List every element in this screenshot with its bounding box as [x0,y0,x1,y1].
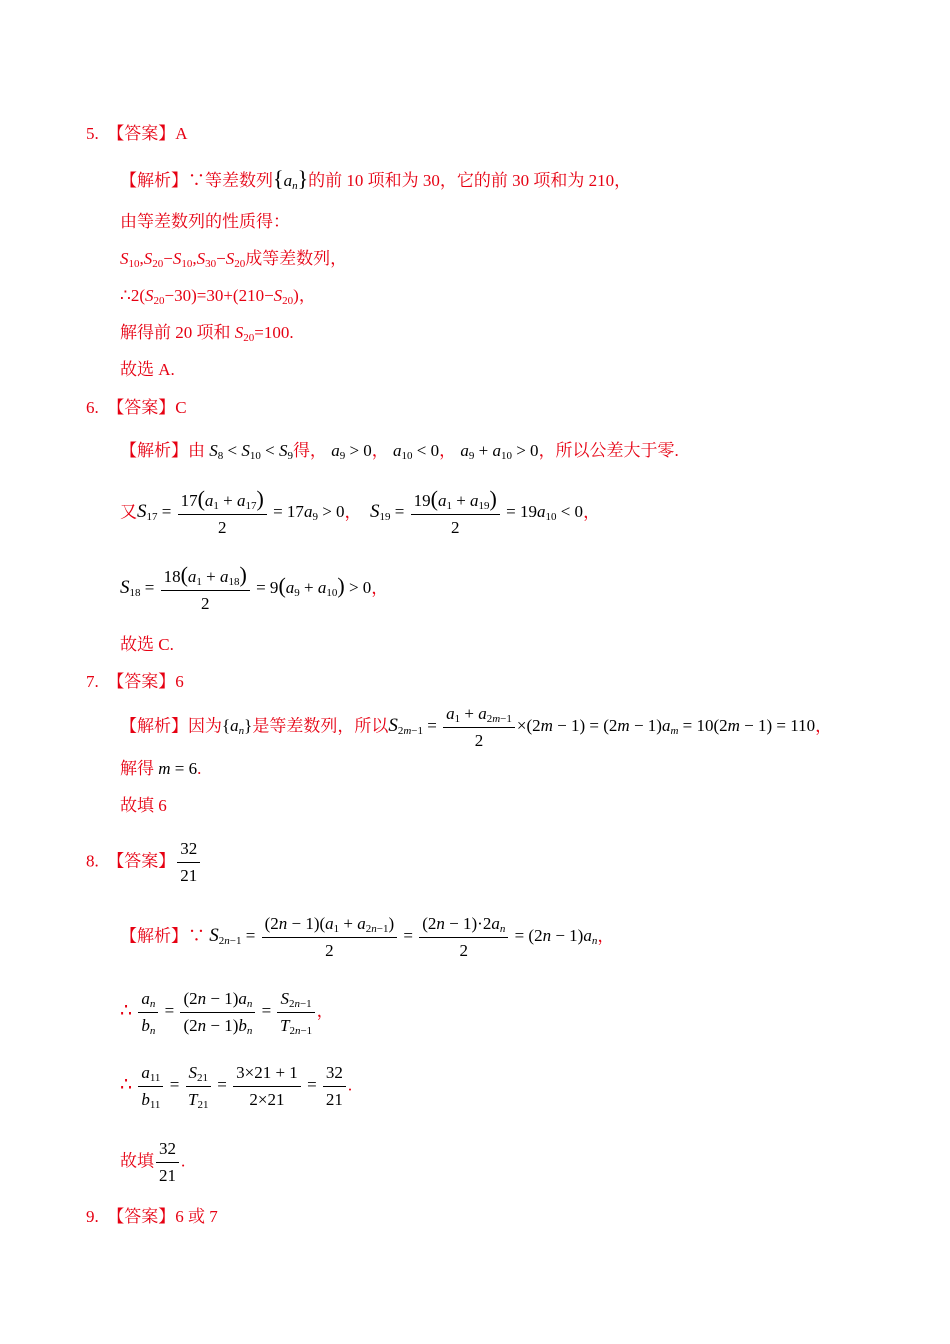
q5-analysis-line-1 [120,168,631,192]
q5-text-1a: 等差数列 [205,171,273,190]
q7-analysis-label: 【解析】 [120,716,188,736]
q5-equation: $\therefore 2(S_{20}-30)=30+(210-S_{20})$ [120,286,299,307]
q6-sum-positive: $a_9 + a_{10} > 0$ [460,441,539,462]
q6-text-2a: 又 [120,502,137,522]
q6-analysis-line-2 [120,488,600,539]
q7-answer: 【答案】6 [107,672,184,691]
q5-conclusion: 故选 A. [120,360,175,379]
q8-analysis-line-2 [120,988,334,1037]
q6-text-3: ， [371,578,389,598]
q5-sums-formula: $S_{10},S_{20}-S_{10},S_{30}-S_{20}$ [120,249,246,270]
q5-analysis-line-4 [120,285,316,307]
q6-text-2b: ， [344,502,362,522]
q8-conclusion [120,1138,185,1187]
q6-a9-positive: $a_9 > 0$ [331,441,372,462]
q6-text-1e: ，所以公差大于零. [538,441,679,460]
q7-conclusion: 故填 6 [120,796,167,815]
q5-because-symbol: ∵ [188,171,205,190]
q6-s17-formula: $S_{17}$ = $\frac{17(a_1 + a_{17})}{2}$ = $17a_9 > 0$ [137,486,345,537]
q5-analysis-label: 【解析】 [120,171,188,190]
q5-text-5b: =100. [254,323,294,342]
q6-a10-negative: $a_{10} < 0$ [393,441,440,462]
q8-conclusion-text: 故填 [120,1151,154,1171]
q6-analysis-label: 【解析】 [120,441,188,460]
q6-s19-formula: $S_{19}$ = $\frac{19(a_1 + a_{19})}{2}$ = $19a_{10} < 0$ [370,486,584,537]
q6-s18-formula: $S_{18}$ = $\frac{18(a_1 + a_{18})}{2}$ = $9(a_9 + a_{10}) > 0$ [120,562,372,613]
q8-sum-formula: $S_{2n-1}$ = $\frac{(2n - 1)(a_1 + a_{2n-1})}{2}$ = $\frac{(2n - 1)\cdot 2a_n}{2}$ = $(2n - 1)a_n$ [209,914,598,960]
q6-number: 6. [86,398,99,417]
q8-conclusion-fraction: $\frac{32}{21}$ [156,1138,179,1187]
q6-text-2c: ， [583,502,601,522]
q7-text-2b: . [197,759,202,778]
q6-text-1d: ， [439,441,457,460]
q8-answer-fraction: $\frac{32}{21}$ [177,838,200,887]
q8-analysis-line-1 [120,913,614,962]
q8-text-3: . [347,1075,353,1095]
q6-conclusion: 故选 C. [120,635,174,654]
q5-answer-line [86,123,188,145]
q8-result-formula: $\frac{a_{11}}{b_{11}}$ = $\frac{S_{21}}{T_{21}}$ = $\frac{3\times 21 + 1}{2\times 21}$ = $\frac{32}{21}$ [136,1075,348,1094]
q7-text-2a: 解得 [120,759,154,778]
q8-analysis-line-3 [120,1062,352,1111]
q8-answer: 【答案】 [107,851,176,871]
q8-conclusion-tail: . [181,1151,186,1171]
q6-analysis-line-3 [120,564,388,615]
q5-analysis-line-2: 由等差数列的性质得： [120,212,290,231]
q6-inequality-chain: $S_8 < S_{10} < S_9$ [209,441,293,462]
q9-number: 9. [86,1207,99,1226]
q9-answer: 【答案】6 或 7 [107,1207,218,1226]
q5-text-4: ， [298,286,316,305]
q6-answer: 【答案】C [107,398,187,417]
q5-number: 5. [86,124,99,143]
q7-sequence-an: $\{a_n\}$ [222,716,253,738]
q6-text-1a: 由 [188,441,205,460]
q8-therefore-1: ∴ [120,1000,133,1022]
q8-answer-line [86,838,202,887]
q7-analysis-line-2 [120,758,201,780]
q6-analysis-line-1 [120,440,679,462]
q8-because-symbol: ∵ [188,926,205,946]
q7-answer-line [86,671,184,693]
q5-text-5a: 解得前 20 项和 [120,323,231,342]
q8-number: 8. [86,851,99,871]
q5-analysis-line-5: 解得前 20 项和 $S_{20}=100$. [120,323,294,344]
q8-text-1: ， [597,926,615,946]
q7-solution: m = 6 [158,759,198,778]
q6-answer-line [86,397,187,419]
q7-text-1c: ， [815,716,833,736]
q5-analysis-line-3 [120,248,347,270]
q7-text-1a: 因为 [188,716,222,736]
q5-answer: 【答案】A [107,124,188,143]
q6-text-1c: ， [371,441,389,460]
q5-text-3: 成等差数列， [245,249,348,268]
q5-sequence-an: $\{a_n\}$ [273,166,309,192]
q8-analysis-label: 【解析】 [120,926,188,946]
q9-answer-line [86,1206,218,1228]
q7-number: 7. [86,672,99,691]
q7-analysis-line-1 [120,703,832,752]
q6-text-1b: 得， [292,441,327,460]
q7-sum-formula: $S_{2m-1}$ = $\frac{a_1 + a_{2m-1}}{2}$ $\times(2m - 1) = (2m - 1)a_m = 10(2m - 1) = 110$ [388,704,816,750]
q7-text-1b: 是等差数列，所以 [252,716,389,736]
q8-text-2: ， [316,1001,334,1021]
q5-text-1b: 的前 10 项和为 30，它的前 30 项和为 210， [308,171,632,190]
q8-ratio-formula: $\frac{a_n}{b_n}$ = $\frac{(2n - 1)a_n}{(2n - 1)b_n}$ = $\frac{S_{2n-1}}{T_{2n-1}}$ [136,1001,316,1020]
q8-therefore-2: ∴ [120,1074,133,1096]
